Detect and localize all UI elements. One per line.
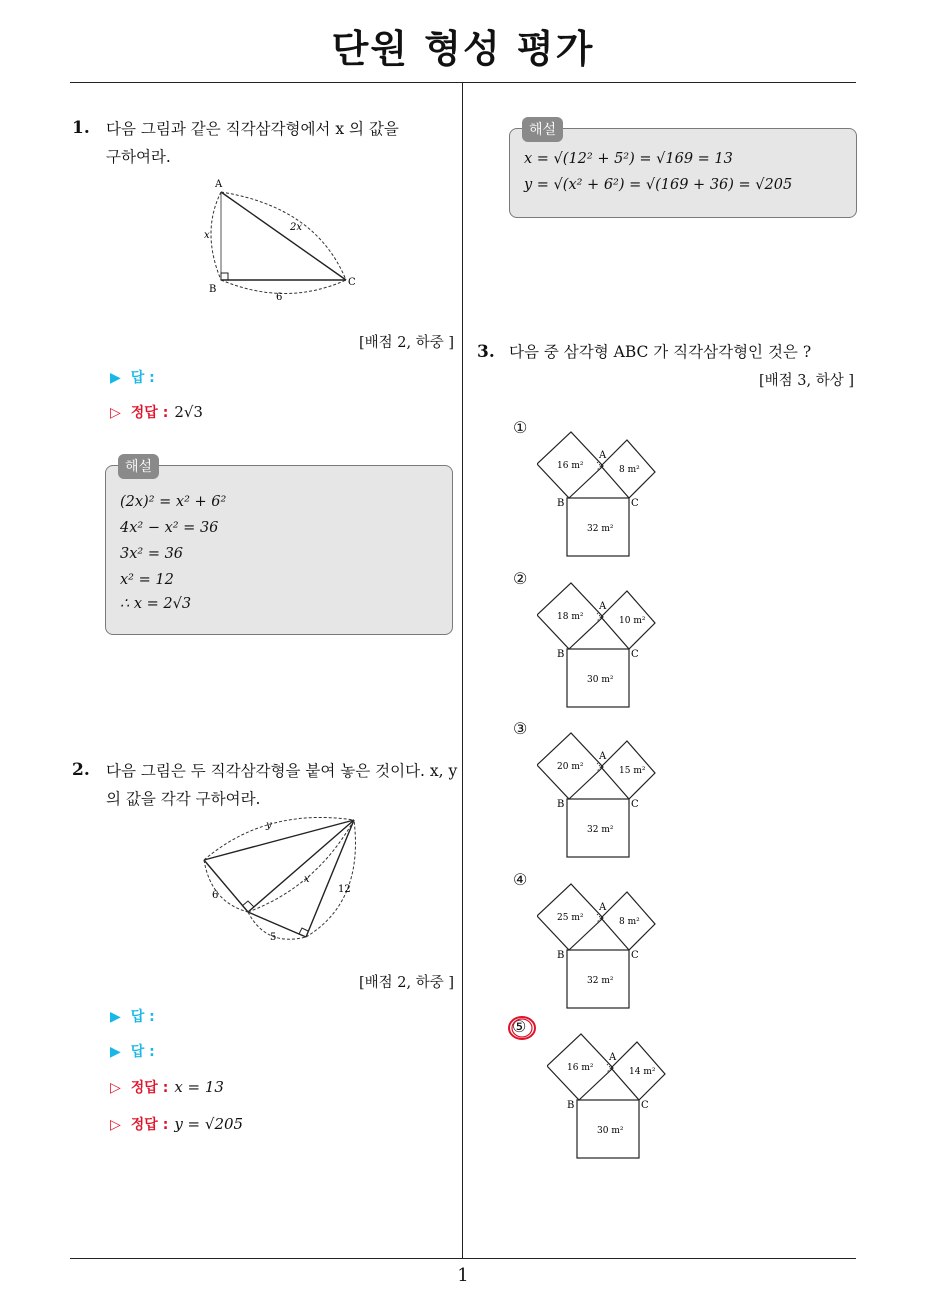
q1-label-2x: 2x: [290, 222, 303, 233]
correct-triangle-icon: ▷: [110, 1117, 121, 1133]
q3-label-b: B: [557, 799, 565, 810]
answer-triangle-icon: ▶: [110, 1009, 121, 1025]
q3-option-number[interactable]: ①: [513, 418, 528, 437]
q3-label-c: C: [631, 799, 639, 810]
q1-number: 1.: [72, 118, 90, 138]
answer-triangle-icon: ▶: [110, 370, 121, 386]
q1-right-angle: [221, 273, 228, 280]
q1-explanation-line: (2x)² = x² + 6²: [120, 494, 227, 510]
q1-explanation-line: ∴ x = 2√3: [120, 596, 192, 612]
q1-correct-label: 정답 :: [130, 405, 169, 421]
q3-option-number[interactable]: ⑤: [512, 1017, 527, 1036]
q3-right-area: 15 m²: [619, 766, 646, 776]
q1-answer-row: [110, 367, 155, 387]
q2-correct-row-2: [110, 1114, 243, 1134]
q3-label-b: B: [557, 649, 565, 660]
correct-triangle-icon: ▷: [110, 1080, 121, 1096]
page-number: 1: [457, 1265, 469, 1286]
q3-bottom-area: 32 m²: [587, 976, 614, 986]
q2-explanation-line: y = √(x² + 6²) = √(169 + 36) = √205: [524, 177, 793, 193]
q3-label-c: C: [631, 649, 639, 660]
q3-option-figure: [537, 731, 667, 861]
q3-bottom-area: 32 m²: [587, 825, 614, 835]
q3-bottom-area: 30 m²: [587, 675, 614, 685]
q2-label-12: 12: [338, 884, 351, 895]
q1-brace-6: [221, 280, 346, 294]
q3-option-figure: [547, 1032, 677, 1162]
q3-label-a: A: [599, 751, 607, 762]
q3-label-c: C: [631, 498, 639, 509]
q3-label-a: A: [609, 1052, 617, 1063]
q3-label-c: C: [641, 1100, 649, 1111]
q1-explanation-line: 3x² = 36: [120, 546, 184, 562]
answer-mark-circle: [506, 1013, 540, 1043]
column-divider: [462, 83, 463, 1258]
q1-text-line1: 다음 그림과 같은 직각삼각형에서 x 의 값을: [106, 120, 399, 138]
q1-correct-row: [110, 402, 203, 422]
q1-score: [배점 2, 하중 ]: [358, 335, 454, 351]
q3-option-figure: [537, 581, 667, 711]
q2-correct-value-1: x = 13: [174, 1078, 224, 1096]
q3-label-b: B: [557, 498, 565, 509]
q1-side-ac: [221, 192, 346, 280]
q3-right-area: 14 m²: [629, 1067, 656, 1077]
q1-label-b: B: [209, 284, 217, 295]
q3-option-figure: [537, 882, 667, 1012]
q1-label-x: x: [204, 230, 210, 241]
q1-label-a: A: [215, 179, 223, 190]
q1-text-line2: 구하여라.: [106, 148, 171, 166]
q3-option-number[interactable]: ②: [513, 569, 528, 588]
bottom-rule: [70, 1258, 856, 1259]
q2-answer-label-2: 답 :: [130, 1044, 155, 1060]
q1-brace-x: [211, 192, 221, 280]
q3-option-figure: [537, 430, 667, 560]
q1-explanation-line: x² = 12: [120, 572, 174, 588]
q1-label-c: C: [348, 277, 356, 288]
q2-answer-row-2: [110, 1041, 155, 1061]
q2-explanation-line: x = √(12² + 5²) = √169 = 13: [524, 151, 733, 167]
q1-correct-value: 2√3: [174, 403, 203, 421]
q3-label-a: A: [599, 601, 607, 612]
q2-answer-label-1: 답 :: [130, 1009, 155, 1025]
correct-triangle-icon: ▷: [110, 405, 121, 421]
q2-correct-label-2: 정답 :: [130, 1117, 169, 1133]
q1-explanation-tag: 해설: [118, 454, 159, 479]
q3-score: [배점 3, 하상 ]: [758, 373, 854, 389]
q2-label-x: x: [304, 874, 310, 885]
q2-correct-row-1: [110, 1077, 224, 1097]
q3-label-a: A: [599, 902, 607, 913]
q2-score: [배점 2, 하중 ]: [358, 975, 454, 991]
q3-option-number[interactable]: ④: [513, 870, 528, 889]
q2-text-line2: 의 값을 각각 구하여라.: [106, 790, 261, 808]
q3-right-area: 10 m²: [619, 616, 646, 626]
q2-side-12: [306, 820, 354, 937]
q2-correct-value-2: y = √205: [174, 1115, 244, 1133]
q3-right-area: 8 m²: [619, 465, 640, 475]
q3-label-a: A: [599, 450, 607, 461]
q2-correct-label-1: 정답 :: [130, 1080, 169, 1096]
q2-number: 2.: [72, 760, 90, 780]
q1-answer-label: 답 :: [130, 370, 155, 386]
q3-label-b: B: [557, 950, 565, 961]
q1-figure: [196, 172, 366, 304]
q3-number: 3.: [477, 342, 495, 362]
q3-label-c: C: [631, 950, 639, 961]
q2-label-5: 5: [270, 932, 277, 943]
q2-figure: [196, 812, 366, 947]
q3-left-area: 16 m²: [567, 1063, 594, 1073]
q2-label-y: y: [266, 820, 272, 831]
page-title: 단원 형성 평가: [331, 27, 595, 71]
q3-label-b: B: [567, 1100, 575, 1111]
q3-left-area: 25 m²: [557, 913, 584, 923]
q1-explanation-box: [105, 459, 453, 635]
q2-side-6: [204, 860, 248, 912]
q3-right-area: 8 m²: [619, 917, 640, 927]
q3-bottom-area: 30 m²: [597, 1126, 624, 1136]
q2-right-angle-2: [299, 928, 308, 934]
q2-label-6: 6: [212, 890, 219, 901]
top-rule: [70, 82, 856, 83]
answer-triangle-icon: ▶: [110, 1044, 121, 1060]
q3-option-number[interactable]: ③: [513, 719, 528, 738]
q1-label-6: 6: [276, 292, 283, 303]
q3-left-area: 18 m²: [557, 612, 584, 622]
q2-text-line1: 다음 그림은 두 직각삼각형을 붙여 놓은 것이다. x, y: [106, 762, 458, 780]
q3-left-area: 16 m²: [557, 461, 584, 471]
q2-explanation-tag: 해설: [522, 117, 563, 142]
q2-answer-row-1: [110, 1006, 155, 1026]
q1-explanation-line: 4x² − x² = 36: [120, 520, 219, 536]
q3-bottom-area: 32 m²: [587, 524, 614, 534]
q3-left-area: 20 m²: [557, 762, 584, 772]
q2-explanation-box: [509, 122, 857, 218]
q3-text: 다음 중 삼각형 ABC 가 직각삼각형인 것은 ?: [509, 343, 812, 361]
